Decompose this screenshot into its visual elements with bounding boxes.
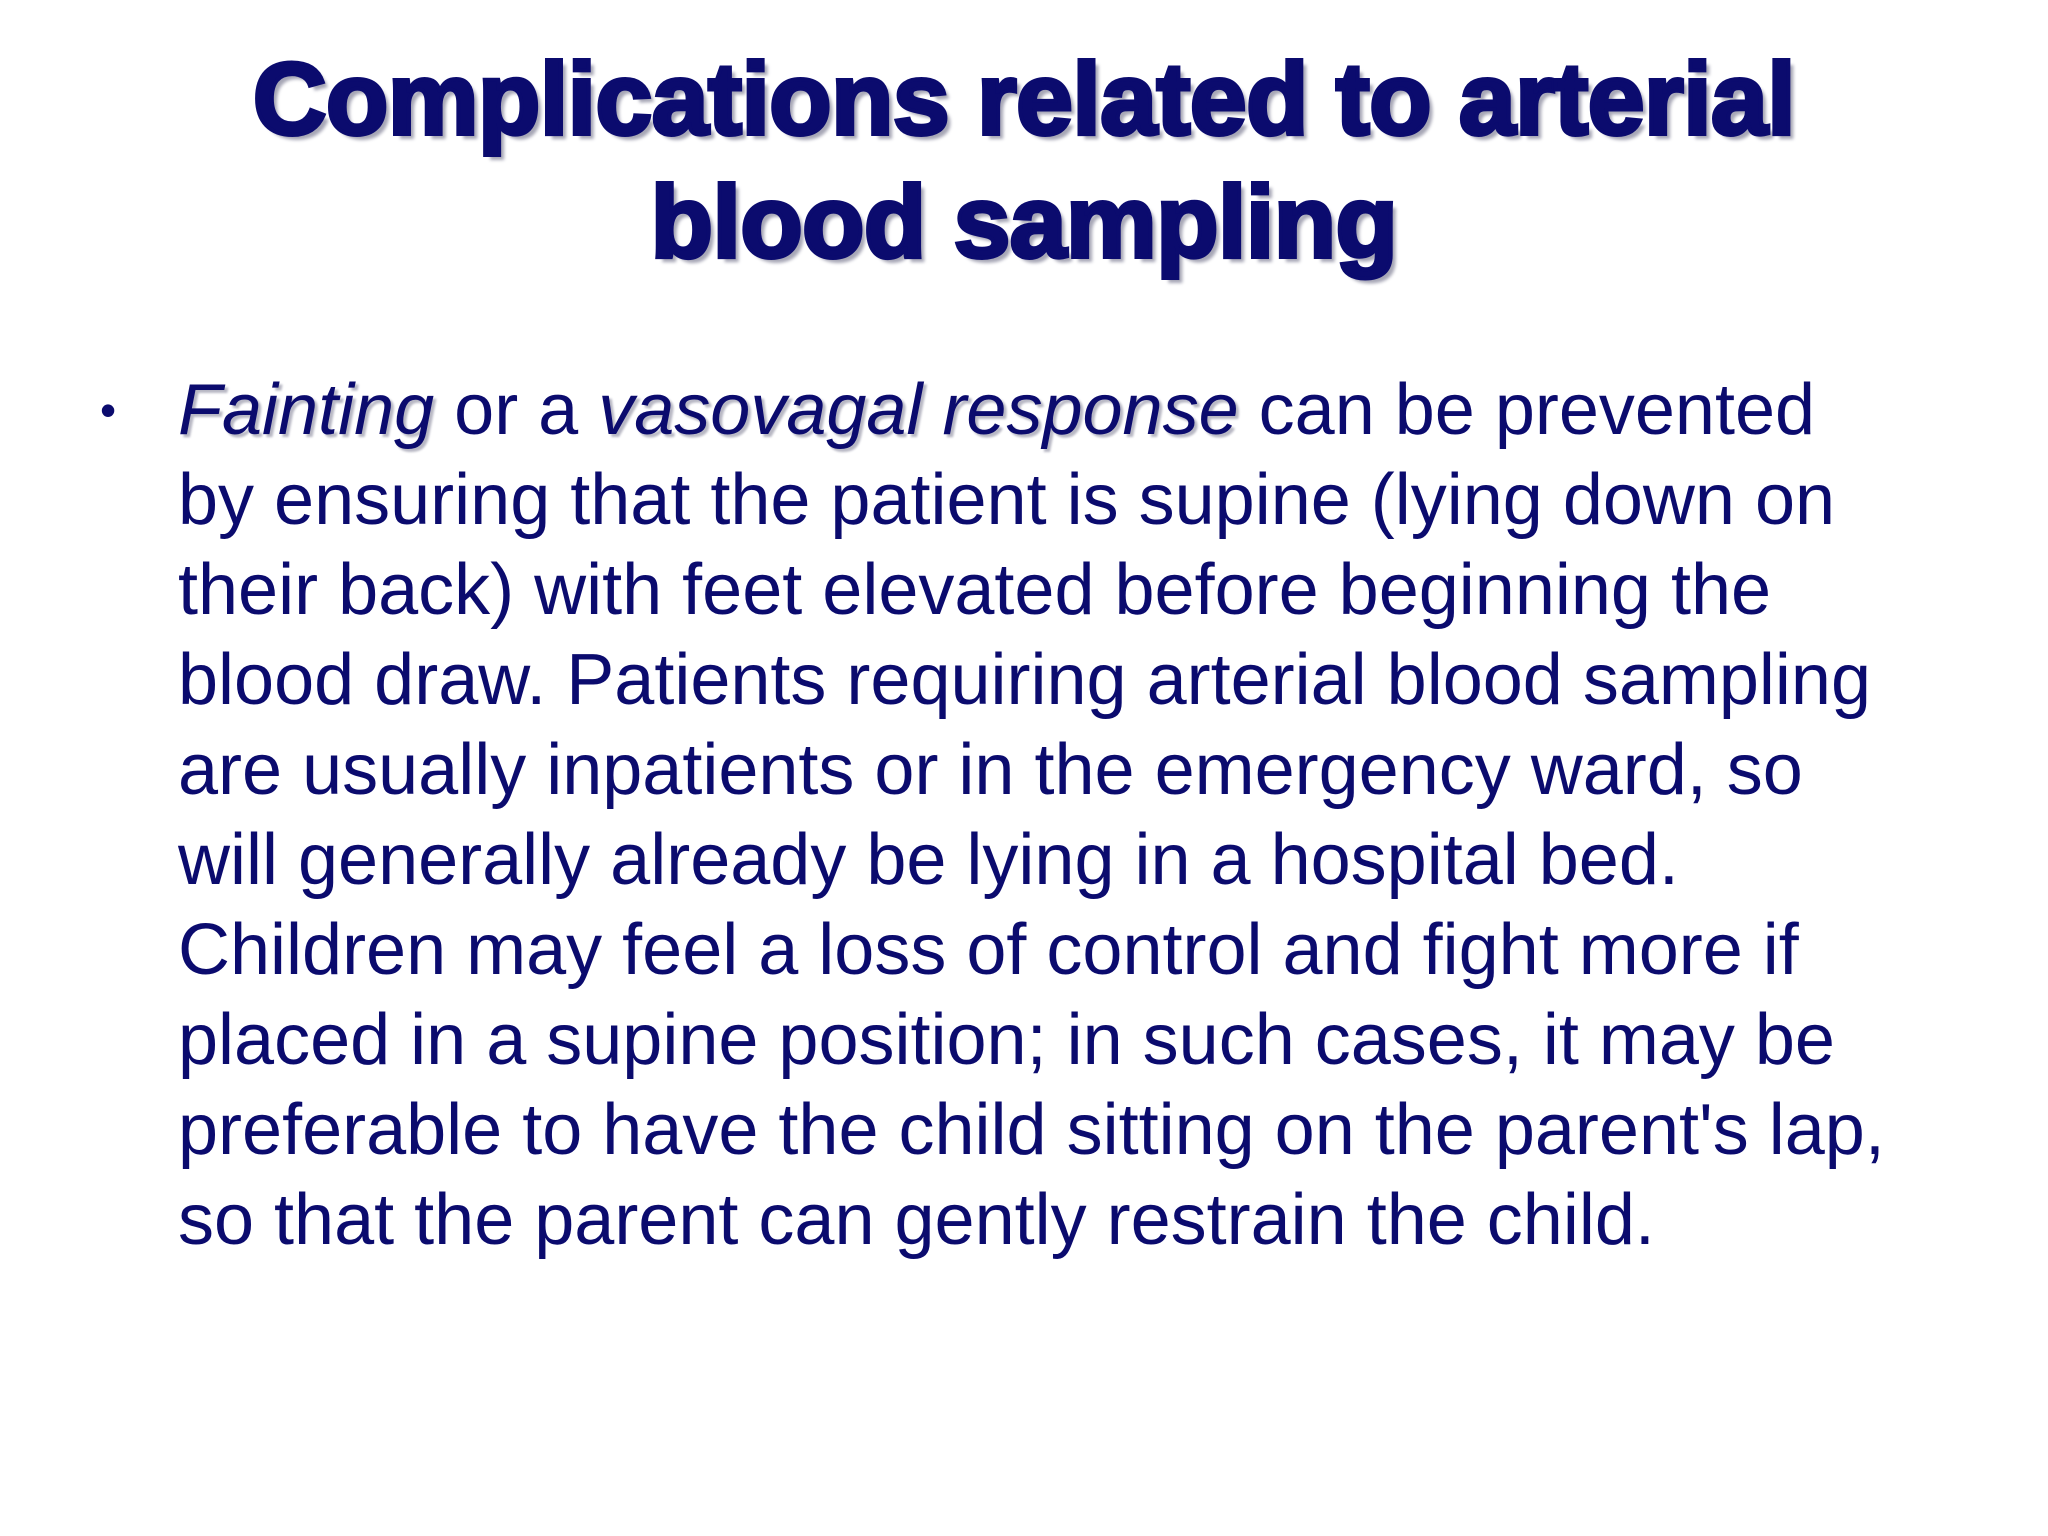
slide-title-line-2: blood sampling: [650, 165, 1398, 279]
bullet-line-6: will generally already be lying in a hospital bed.: [178, 820, 1679, 900]
bullet-line-7: Children may feel a loss of control and fight more if: [178, 910, 1799, 990]
bullet-line-5: are usually inpatients or in the emergency ward, so: [178, 730, 1803, 810]
bullet-line-4: blood draw. Patients requiring arterial blood sampling: [178, 640, 1871, 720]
lead-rest: can be prevented: [1238, 370, 1816, 450]
bullet-line-1: [178, 365, 1980, 455]
emphasis-fainting: Fainting: [178, 370, 435, 450]
bullet-item: [100, 365, 1980, 1265]
slide-title-line-1: Complications related to arterial: [252, 42, 1796, 156]
bullet-list: [100, 365, 1980, 1265]
slide-title: [60, 38, 1988, 284]
bullet-text: [178, 365, 1980, 1265]
bullet-line-9: preferable to have the child sitting on the parent's lap,: [178, 1090, 1885, 1170]
bullet-line-10: so that the parent can gently restrain the child.: [178, 1180, 1655, 1260]
bullet-marker: •: [100, 384, 117, 436]
bullet-line-2: by ensuring that the patient is supine (lying down on: [178, 460, 1836, 540]
bullet-line-8: placed in a supine position; in such cases, it may be: [178, 1000, 1835, 1080]
emphasis-vasovagal-response: vasovagal response: [598, 370, 1239, 450]
bullet-line-3: their back) with feet elevated before beginning the: [178, 550, 1772, 630]
lead-connector: or a: [434, 370, 599, 450]
